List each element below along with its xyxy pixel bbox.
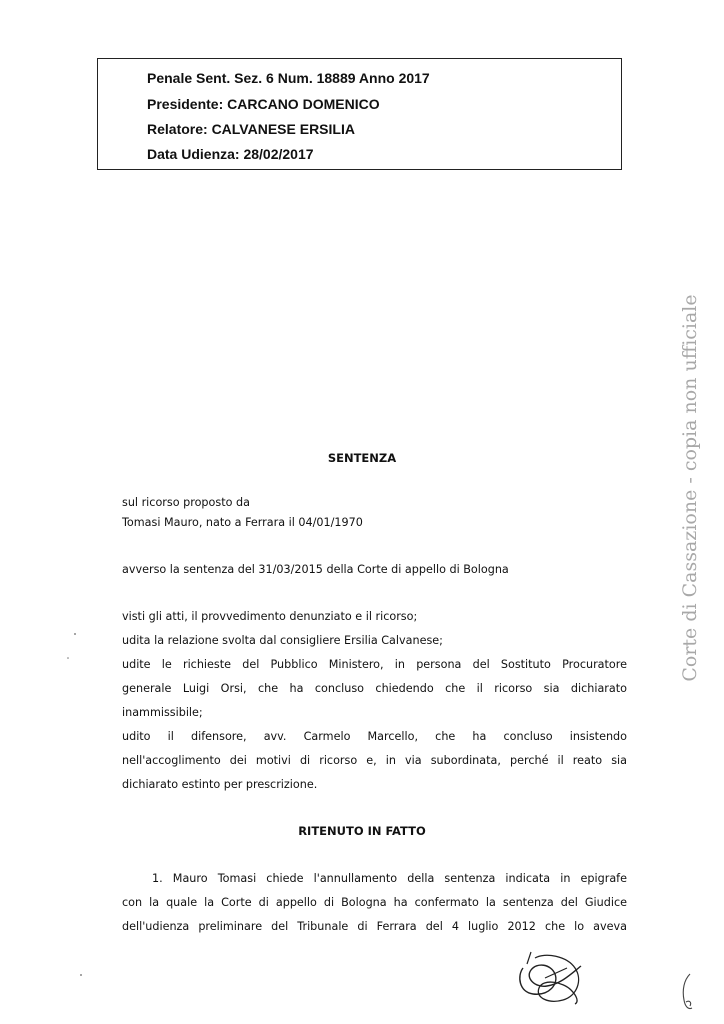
consideration-line: dichiarato estinto per prescrizione.: [122, 778, 318, 791]
consideration-line: inammissibile;: [122, 706, 203, 719]
consideration-line: udito il difensore, avv. Carmelo Marcello, che ha concluso insistendo: [122, 730, 627, 743]
facts-line: dell'udienza preliminare del Tribunale di Ferrara del 4 luglio 2012 che lo aveva: [122, 920, 627, 933]
facts-line: 1. Mauro Tomasi chiede l'annullamento della sentenza indicata in epigrafe: [152, 872, 627, 885]
signature-mark: [505, 948, 595, 1008]
watermark: Corte di Cassazione - copia non ufficiale: [679, 294, 701, 682]
intro-line: sul ricorso proposto da: [122, 496, 250, 509]
appellant-line: Tomasi Mauro, nato a Ferrara il 04/01/1970: [122, 516, 363, 529]
consideration-line: udite le richieste del Pubblico Ministero, in persona del Sostituto Procuratore: [122, 658, 627, 671]
consideration-line: visti gli atti, il provvedimento denunziato e il ricorso;: [122, 610, 418, 623]
scan-speck: [60, 630, 90, 670]
page-mark: [676, 972, 698, 1014]
document-title: SENTENZA: [327, 451, 397, 465]
case-reference: Penale Sent. Sez. 6 Num. 18889 Anno 2017: [147, 70, 430, 86]
consideration-line: generale Luigi Orsi, che ha concluso chiedendo che il ricorso sia dichiarato: [122, 682, 627, 695]
president: Presidente: CARCANO DOMENICO: [147, 96, 380, 112]
consideration-line: udita la relazione svolta dal consigliere Ersilia Calvanese;: [122, 634, 443, 647]
facts-line: con la quale la Corte di appello di Bologna ha confermato la sentenza del Giudice: [122, 896, 627, 909]
scan-speck: [76, 970, 86, 980]
facts-heading: RITENUTO IN FATTO: [298, 824, 426, 838]
hearing-date: Data Udienza: 28/02/2017: [147, 146, 314, 162]
consideration-line: nell'accoglimento dei motivi di ricorso e, in via subordinata, perché il reato sia: [122, 754, 627, 767]
appeal-against-line: avverso la sentenza del 31/03/2015 della Corte di appello di Bologna: [122, 563, 509, 576]
rapporteur: Relatore: CALVANESE ERSILIA: [147, 121, 355, 137]
